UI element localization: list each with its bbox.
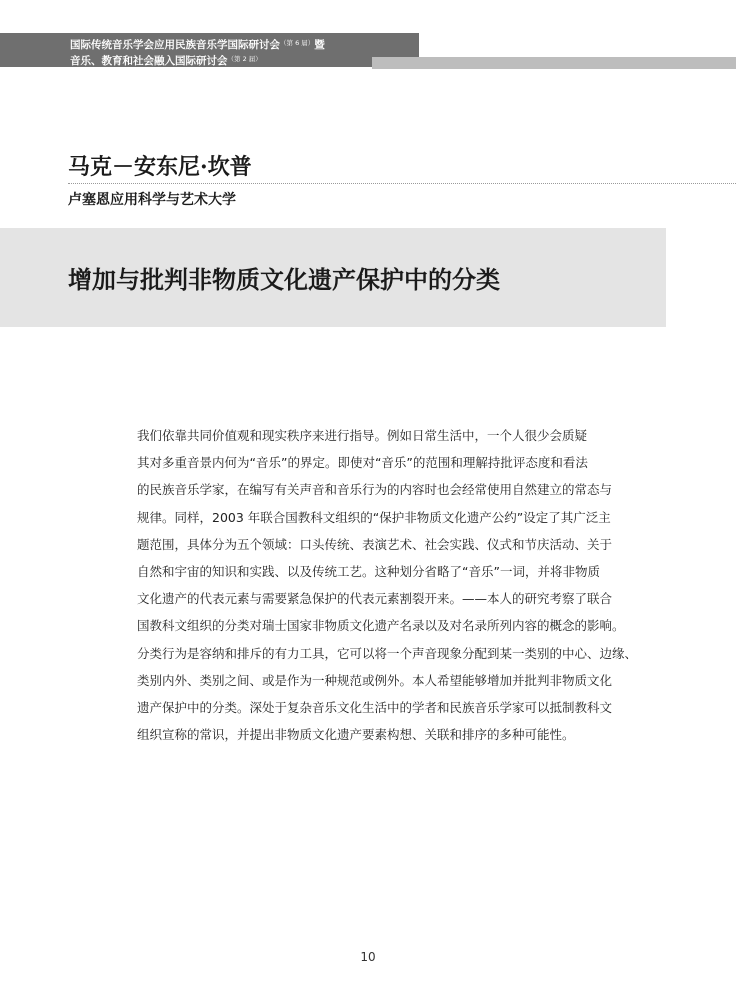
running-header-line-2 bbox=[70, 52, 325, 68]
body-line: 国教科文组织的分类对瑞士国家非物质文化遗产名录以及对名录所列内容的概念的影响。 bbox=[137, 618, 625, 634]
author-divider bbox=[68, 183, 736, 184]
header-conference-1: 国际传统音乐学会应用民族音乐学国际研讨会 bbox=[70, 39, 280, 51]
body-line: 遗产保护中的分类。深处于复杂音乐文化生活中的学者和民族音乐学家可以抵制教科文 bbox=[137, 700, 613, 716]
body-line: 题范围，具体分为五个领域：口头传统、表演艺术、社会实践、仪式和节庆活动、关于 bbox=[137, 536, 613, 552]
header-edition-1: （第 6 届） bbox=[280, 39, 315, 47]
abstract-body bbox=[137, 422, 661, 748]
article-title: 增加与批判非物质文化遗产保护中的分类 bbox=[68, 265, 500, 294]
running-header bbox=[70, 36, 325, 68]
author-affiliation: 卢塞恩应用科学与艺术大学 bbox=[68, 192, 236, 208]
header-conference-2: 音乐、教育和社会融入国际研讨会 bbox=[70, 55, 228, 67]
author-name: 马克－安东尼·坎普 bbox=[68, 154, 252, 180]
body-line: 自然和宇宙的知识和实践、以及传统工艺。这种划分省略了“音乐”一词，并将非物质 bbox=[137, 564, 600, 580]
body-line: 规律。同样，2003 年联合国教科文组织的“保护非物质文化遗产公约”设定了其广泛主 bbox=[137, 509, 611, 525]
page-number: 10 bbox=[360, 950, 376, 964]
header-edition-2: （第 2 届） bbox=[227, 55, 262, 63]
header-conjunction: 暨 bbox=[314, 39, 325, 51]
body-line: 组织宣称的常识，并提出非物质文化遗产要素构想、关联和排序的多种可能性。 bbox=[137, 727, 575, 743]
body-line: 分类行为是容纳和排斥的有力工具，它可以将一个声音现象分配到某一类别的中心、边缘、 bbox=[137, 645, 638, 661]
running-header-line-1 bbox=[70, 36, 325, 52]
body-line: 类别内外、类别之间、或是作为一种规范或例外。本人希望能够增加并批判非物质文化 bbox=[137, 672, 613, 688]
header-band-light bbox=[372, 57, 736, 69]
body-line: 文化遗产的代表元素与需要紧急保护的代表元素割裂开来。——本人的研究考察了联合 bbox=[137, 591, 613, 607]
body-line: 其对多重音景内何为“音乐”的界定。即使对“音乐”的范围和理解持批评态度和看法 bbox=[137, 455, 588, 471]
body-line: 我们依靠共同价值观和现实秩序来进行指导。例如日常生活中，一个人很少会质疑 bbox=[137, 428, 588, 443]
body-line: 的民族音乐学家，在编写有关声音和音乐行为的内容时也会经常使用自然建立的常态与 bbox=[137, 482, 613, 498]
